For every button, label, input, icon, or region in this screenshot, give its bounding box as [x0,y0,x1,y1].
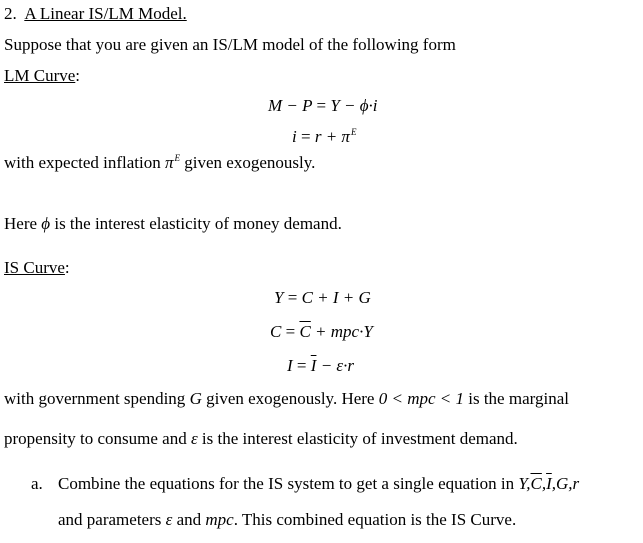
lm-eq1-equals: = [316,96,327,115]
is-equation-3 [287,356,354,376]
is-eq2-rest: + mpc·Y [310,322,373,341]
is-curve-title: IS Curve [4,258,65,277]
lm-curve-colon: : [75,66,81,85]
is-after2-eps: ε [190,429,198,448]
qa-line2-eps: ε [165,510,173,529]
lm-curve-title: LM Curve [4,66,76,85]
is-after1-c: is the marginal [463,389,569,408]
is-after2-b: is the interest elasticity of investment demand. [197,429,518,448]
is-after1-g: G [189,389,202,408]
phi-prefix: Here [4,214,42,233]
qa-line2-a: and parameters [58,510,166,529]
qa-line1-ibar: $\overline{I}$ [546,474,552,493]
is-eq1-rhs: C + I + G [301,288,371,307]
is-eq3-rest: − ε·r [316,356,354,375]
lm-after-suffix: given exogenously. [180,153,316,172]
problem-title: A Linear IS/LM Model. [24,4,187,23]
lm-after-sup: E [174,153,181,163]
intro-text: Suppose that you are given an IS/LM model of the following form [4,35,456,54]
is-curve-label [4,258,70,278]
lm-eq1-lhs: M − P [268,96,313,115]
qa-line1-vars: Y, [518,474,531,493]
lm-after-prefix: with expected inflation [4,153,165,172]
is-propensity-text [4,429,518,449]
is-eq3-equals: = [296,356,307,375]
question-a-line-2 [58,510,516,530]
lm-eq1-rhs: Y − ϕ·i [330,96,378,115]
lm-eq2-sup: E [350,127,357,137]
lm-eq2-lhs: i [292,127,297,146]
qa-line1-rest: ,G,r [551,474,580,493]
is-equation-2 [270,322,373,342]
lm-equation-2 [292,122,356,147]
qa-line1-text: Combine the equations for the IS system to get a single equation in [58,474,519,493]
problem-number: 2. [4,4,17,23]
is-eq1-lhs: Y [274,288,284,307]
lm-eq2-rhs: r + π [314,127,350,146]
problem-heading [4,4,187,24]
question-a-letter: a. [31,474,43,493]
phi-suffix: is the interest elasticity of money demand. [50,214,342,233]
qa-line2-b: and [172,510,206,529]
is-after1-a: with government spending [4,389,190,408]
question-a-line-1 [58,474,579,494]
phi-note [4,214,342,234]
is-eq2-cbar: $\overline{C}$ [299,322,311,341]
is-after1-ineq: 0 < mpc < 1 [378,389,464,408]
is-eq2-equals: = [285,322,296,341]
is-eq1-equals: = [287,288,298,307]
lm-after-pi: π [164,153,174,172]
qa-line1-comma: , [541,474,547,493]
is-government-spending-text [4,389,569,409]
is-curve-colon: : [64,258,70,277]
qa-line1-cbar: $\overline{C}$ [530,474,542,493]
lm-eq2-equals: = [300,127,311,146]
lm-expected-inflation-text [4,148,315,173]
qa-line2-c: . This combined equation is the IS Curve. [233,510,517,529]
is-equation-1 [274,288,371,308]
is-after1-b: given exogenously. Here [201,389,379,408]
is-after2-a: propensity to consume and [4,429,191,448]
phi-symbol: ϕ [41,214,51,233]
qa-line2-mpc: mpc [205,510,234,529]
is-eq3-lhs: I [287,356,293,375]
lm-equation-1 [268,96,378,116]
is-eq3-ibar: $\overline{I}$ [310,356,317,375]
lm-curve-label [4,66,80,86]
is-eq2-lhs: C [270,322,282,341]
